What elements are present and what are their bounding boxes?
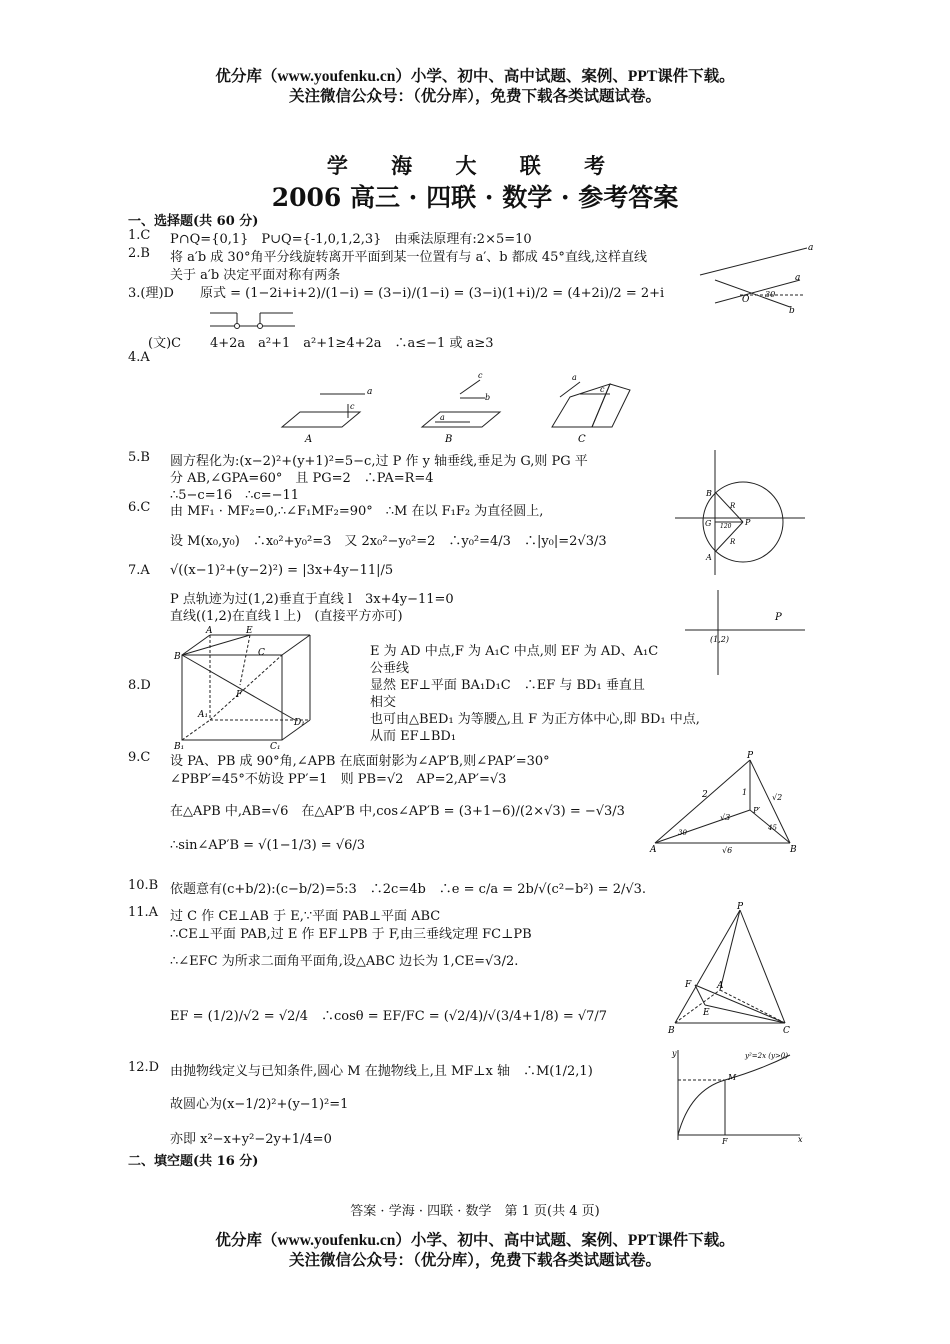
answer-line: P∩Q={0,1} P∪Q={-1,0,1,2,3} 由乘法原理有:2×5=10: [170, 232, 532, 247]
answer-line: 分 AB,∠GPA=60° 且 PG=2 ∴PA=R=4: [170, 471, 434, 486]
fig-q9-triangle: [650, 751, 800, 855]
svg-text:F: F: [722, 1137, 728, 1146]
section-heading-choice: 一、选择题(共 60 分): [128, 214, 259, 229]
answer-line: E 为 AD 中点,F 为 A₁C 中点,则 EF 为 AD、A₁C: [370, 644, 659, 659]
answer-number: 6.C: [128, 500, 151, 515]
svg-text:P: P: [745, 518, 751, 527]
watermark-header-line1: 优分库（www.youfenku.cn）小学、初中、高中试题、案例、PPT课件下载。: [215, 68, 735, 85]
answer-line: ∴∠EFC 为所求二面角平面角,设△ABC 边长为 1,CE=√3/2.: [170, 954, 519, 969]
svg-text:B: B: [174, 652, 181, 662]
answer-line: 直线((1,2)在直线 l 上) (直接平方亦可): [170, 609, 403, 624]
answer-line: 将 a′b 成 30°角平分线旋转离开平面到某一位置有与 a′、b 都成 45°直线,这样直线: [170, 250, 648, 265]
svg-text:B: B: [668, 1026, 675, 1036]
answer-line: 设 PA、PB 成 90°角,∠APB 在底面射影为∠AP′B,则∠PAP′=30°: [170, 754, 550, 769]
answer-line: 也可由△BED₁ 为等腰△,且 F 为正方体中心,即 BD₁ 中点,: [370, 712, 700, 727]
svg-text:√2: √2: [772, 793, 783, 802]
answer-line: ∠PBP′=45°不妨设 PP′=1 则 PB=√2 AP=2,AP′=√3: [170, 772, 507, 787]
answer-number: 4.A: [128, 350, 150, 365]
answer-number: 9.C: [128, 750, 151, 765]
svg-text:A₁: A₁: [198, 710, 209, 720]
svg-text:b: b: [485, 393, 491, 402]
svg-text:M: M: [728, 1073, 737, 1082]
angle-30-label-q9: 30: [678, 829, 687, 837]
parabola-label: y²=2x (y>0): [745, 1052, 788, 1060]
fig-number-line: [205, 310, 300, 330]
answer-line: 4+2a a²+1 a²+1≥4+2a ∴a≤−1 或 a≥3: [210, 336, 494, 351]
answer-line: 由抛物线定义与已知条件,圆心 M 在抛物线上,且 MF⊥x 轴 ∴M(1/2,1): [170, 1064, 593, 1079]
svg-text:C: C: [258, 648, 265, 658]
watermark-footer-line2: 关注微信公众号：（优分库），免费下载各类试题试卷。: [288, 1252, 661, 1269]
svg-text:a: a: [795, 273, 801, 283]
svg-text:a: a: [808, 243, 814, 253]
svg-text:A: A: [717, 981, 724, 991]
angle-30-label: 30: [765, 290, 776, 299]
answer-number: 1.C: [128, 228, 151, 243]
answer-number: 3.(理)D: [128, 286, 174, 301]
svg-text:x: x: [798, 1135, 803, 1144]
svg-text:A: A: [206, 626, 213, 636]
answer-number: 10.B: [128, 878, 159, 893]
svg-text:a: a: [572, 373, 577, 382]
angle-120-label: 120: [720, 523, 732, 530]
fig4-label-b: B: [445, 434, 453, 445]
svg-text:P: P: [737, 902, 744, 912]
fig-q5-circle: [670, 450, 810, 580]
watermark-header-line2: 关注微信公众号：（优分库），免费下载各类试题试卷。: [288, 88, 661, 105]
answer-line: ∴CE⊥平面 PAB,过 E 作 EF⊥PB 于 F,由三垂线定理 FC⊥PB: [170, 927, 532, 942]
svg-text:√6: √6: [722, 846, 733, 855]
answer-line: 公垂线: [370, 661, 410, 676]
svg-text:a: a: [367, 387, 373, 397]
svg-text:1: 1: [742, 788, 748, 797]
fig-q4-planes: [280, 372, 660, 450]
svg-text:c: c: [350, 402, 355, 411]
svg-text:R: R: [730, 502, 736, 510]
answer-line: P 点轨迹为过(1,2)垂直于直线 l 3x+4y−11=0: [170, 592, 454, 607]
svg-text:F: F: [685, 980, 692, 990]
fig-q8-cube: [170, 625, 320, 750]
watermark-footer-line1: 优分库（www.youfenku.cn）小学、初中、高中试题、案例、PPT课件下载。: [215, 1232, 735, 1249]
svg-text:B: B: [706, 489, 712, 498]
answer-number: (文)C: [148, 336, 182, 351]
svg-text:A: A: [650, 845, 657, 855]
answer-line: 关于 a′b 决定平面对称有两条: [170, 268, 341, 283]
answer-line: 故圆心为(x−1/2)²+(y−1)²=1: [170, 1097, 349, 1112]
svg-text:B₁: B₁: [174, 742, 185, 752]
svg-text:2: 2: [702, 790, 708, 800]
page-footer: 答案 · 学海 · 四联 · 数学 第 1 页(共 4 页): [350, 1204, 600, 1219]
svg-text:P′: P′: [753, 806, 761, 815]
answer-number: 7.A: [128, 563, 150, 578]
svg-text:b: b: [789, 306, 795, 316]
fig4-label-c: C: [578, 434, 586, 445]
point-label: (1,2): [710, 635, 729, 644]
svg-text:A: A: [706, 553, 712, 562]
svg-text:P: P: [775, 612, 782, 623]
page-subtitle: 2006 高三 · 四联 · 数学 · 参考答案: [271, 183, 679, 212]
fig-q2-lines: [695, 240, 815, 320]
angle-45-label: 45: [768, 824, 777, 832]
fig-q11-tetrahedron: [665, 902, 805, 1036]
fig-q12-parabola: [670, 1050, 805, 1145]
fig-q7-axes: [680, 590, 810, 680]
answer-number: 5.B: [128, 450, 150, 465]
svg-text:E: E: [703, 1008, 710, 1018]
answer-line: ∴5−c=16 ∴c=−11: [170, 488, 300, 503]
answer-line: 相交: [370, 695, 397, 710]
answer-line: 设 M(x₀,y₀) ∴x₀²+y₀²=3 又 2x₀²−y₀²=2 ∴y₀²=4/3 ∴|y₀|=2√3/3: [170, 534, 607, 549]
answer-number: 8.D: [128, 678, 151, 693]
answer-number: 2.B: [128, 246, 150, 261]
svg-text:B: B: [790, 845, 797, 855]
svg-text:a: a: [440, 413, 445, 422]
answer-line: EF = (1/2)/√2 = √2/4 ∴cosθ = EF/FC = (√2/4)/√(3/4+1/8) = √7/7: [170, 1009, 608, 1024]
fig4-label-a: A: [305, 434, 313, 445]
svg-text:D₁: D₁: [294, 718, 305, 728]
svg-text:√3: √3: [720, 813, 731, 822]
page-title: 学 海 大 联 考: [326, 153, 624, 178]
answer-line: 从而 EF⊥BD₁: [370, 729, 457, 744]
answer-number: 11.A: [128, 905, 159, 920]
answer-line: 亦即 x²−x+y²−2y+1/4=0: [170, 1132, 332, 1147]
svg-text:O: O: [742, 295, 750, 305]
answer-line: 过 C 作 CE⊥AB 于 E,∵平面 PAB⊥平面 ABC: [170, 909, 441, 924]
answer-line: 依题意有(c+b/2):(c−b/2)=5:3 ∴2c=4b ∴e = c/a = 2b/√(c²−b²) = 2/√3.: [170, 882, 647, 897]
svg-text:c: c: [600, 385, 605, 394]
answer-line: 显然 EF⊥平面 BA₁D₁C ∴EF 与 BD₁ 垂直且: [370, 678, 645, 693]
svg-text:E: E: [246, 626, 253, 636]
svg-text:C: C: [783, 1026, 790, 1036]
answer-line: √((x−1)²+(y−2)²) = |3x+4y−11|/5: [170, 563, 394, 578]
section-heading-fill: 二、填空题(共 16 分): [128, 1154, 259, 1169]
svg-text:c: c: [478, 371, 483, 380]
svg-text:F: F: [236, 690, 243, 700]
answer-line: 由 MF₁ · MF₂=0,∴∠F₁MF₂=90° ∴M 在以 F₁F₂ 为直径圆上,: [170, 504, 544, 519]
answer-line: ∴sin∠AP′B = √(1−1/3) = √6/3: [170, 838, 366, 853]
svg-text:P: P: [747, 751, 754, 761]
answer-number: 12.D: [128, 1060, 160, 1075]
svg-text:y: y: [672, 1049, 677, 1058]
answer-line: 在△APB 中,AB=√6 在△AP′B 中,cos∠AP′B = (3+1−6)/(2×√3) = −√3/3: [170, 804, 625, 819]
svg-text:C₁: C₁: [270, 742, 281, 752]
answer-line: 原式 = (1−2i+i+2)/(1−i) = (3−i)/(1−i) = (3−i)(1+i)/2 = (4+2i)/2 = 2+i: [200, 286, 665, 301]
answer-line: 圆方程化为:(x−2)²+(y+1)²=5−c,过 P 作 y 轴垂线,垂足为 G,则 PG 平: [170, 454, 588, 469]
svg-text:R: R: [730, 538, 736, 546]
svg-text:G: G: [705, 519, 712, 528]
